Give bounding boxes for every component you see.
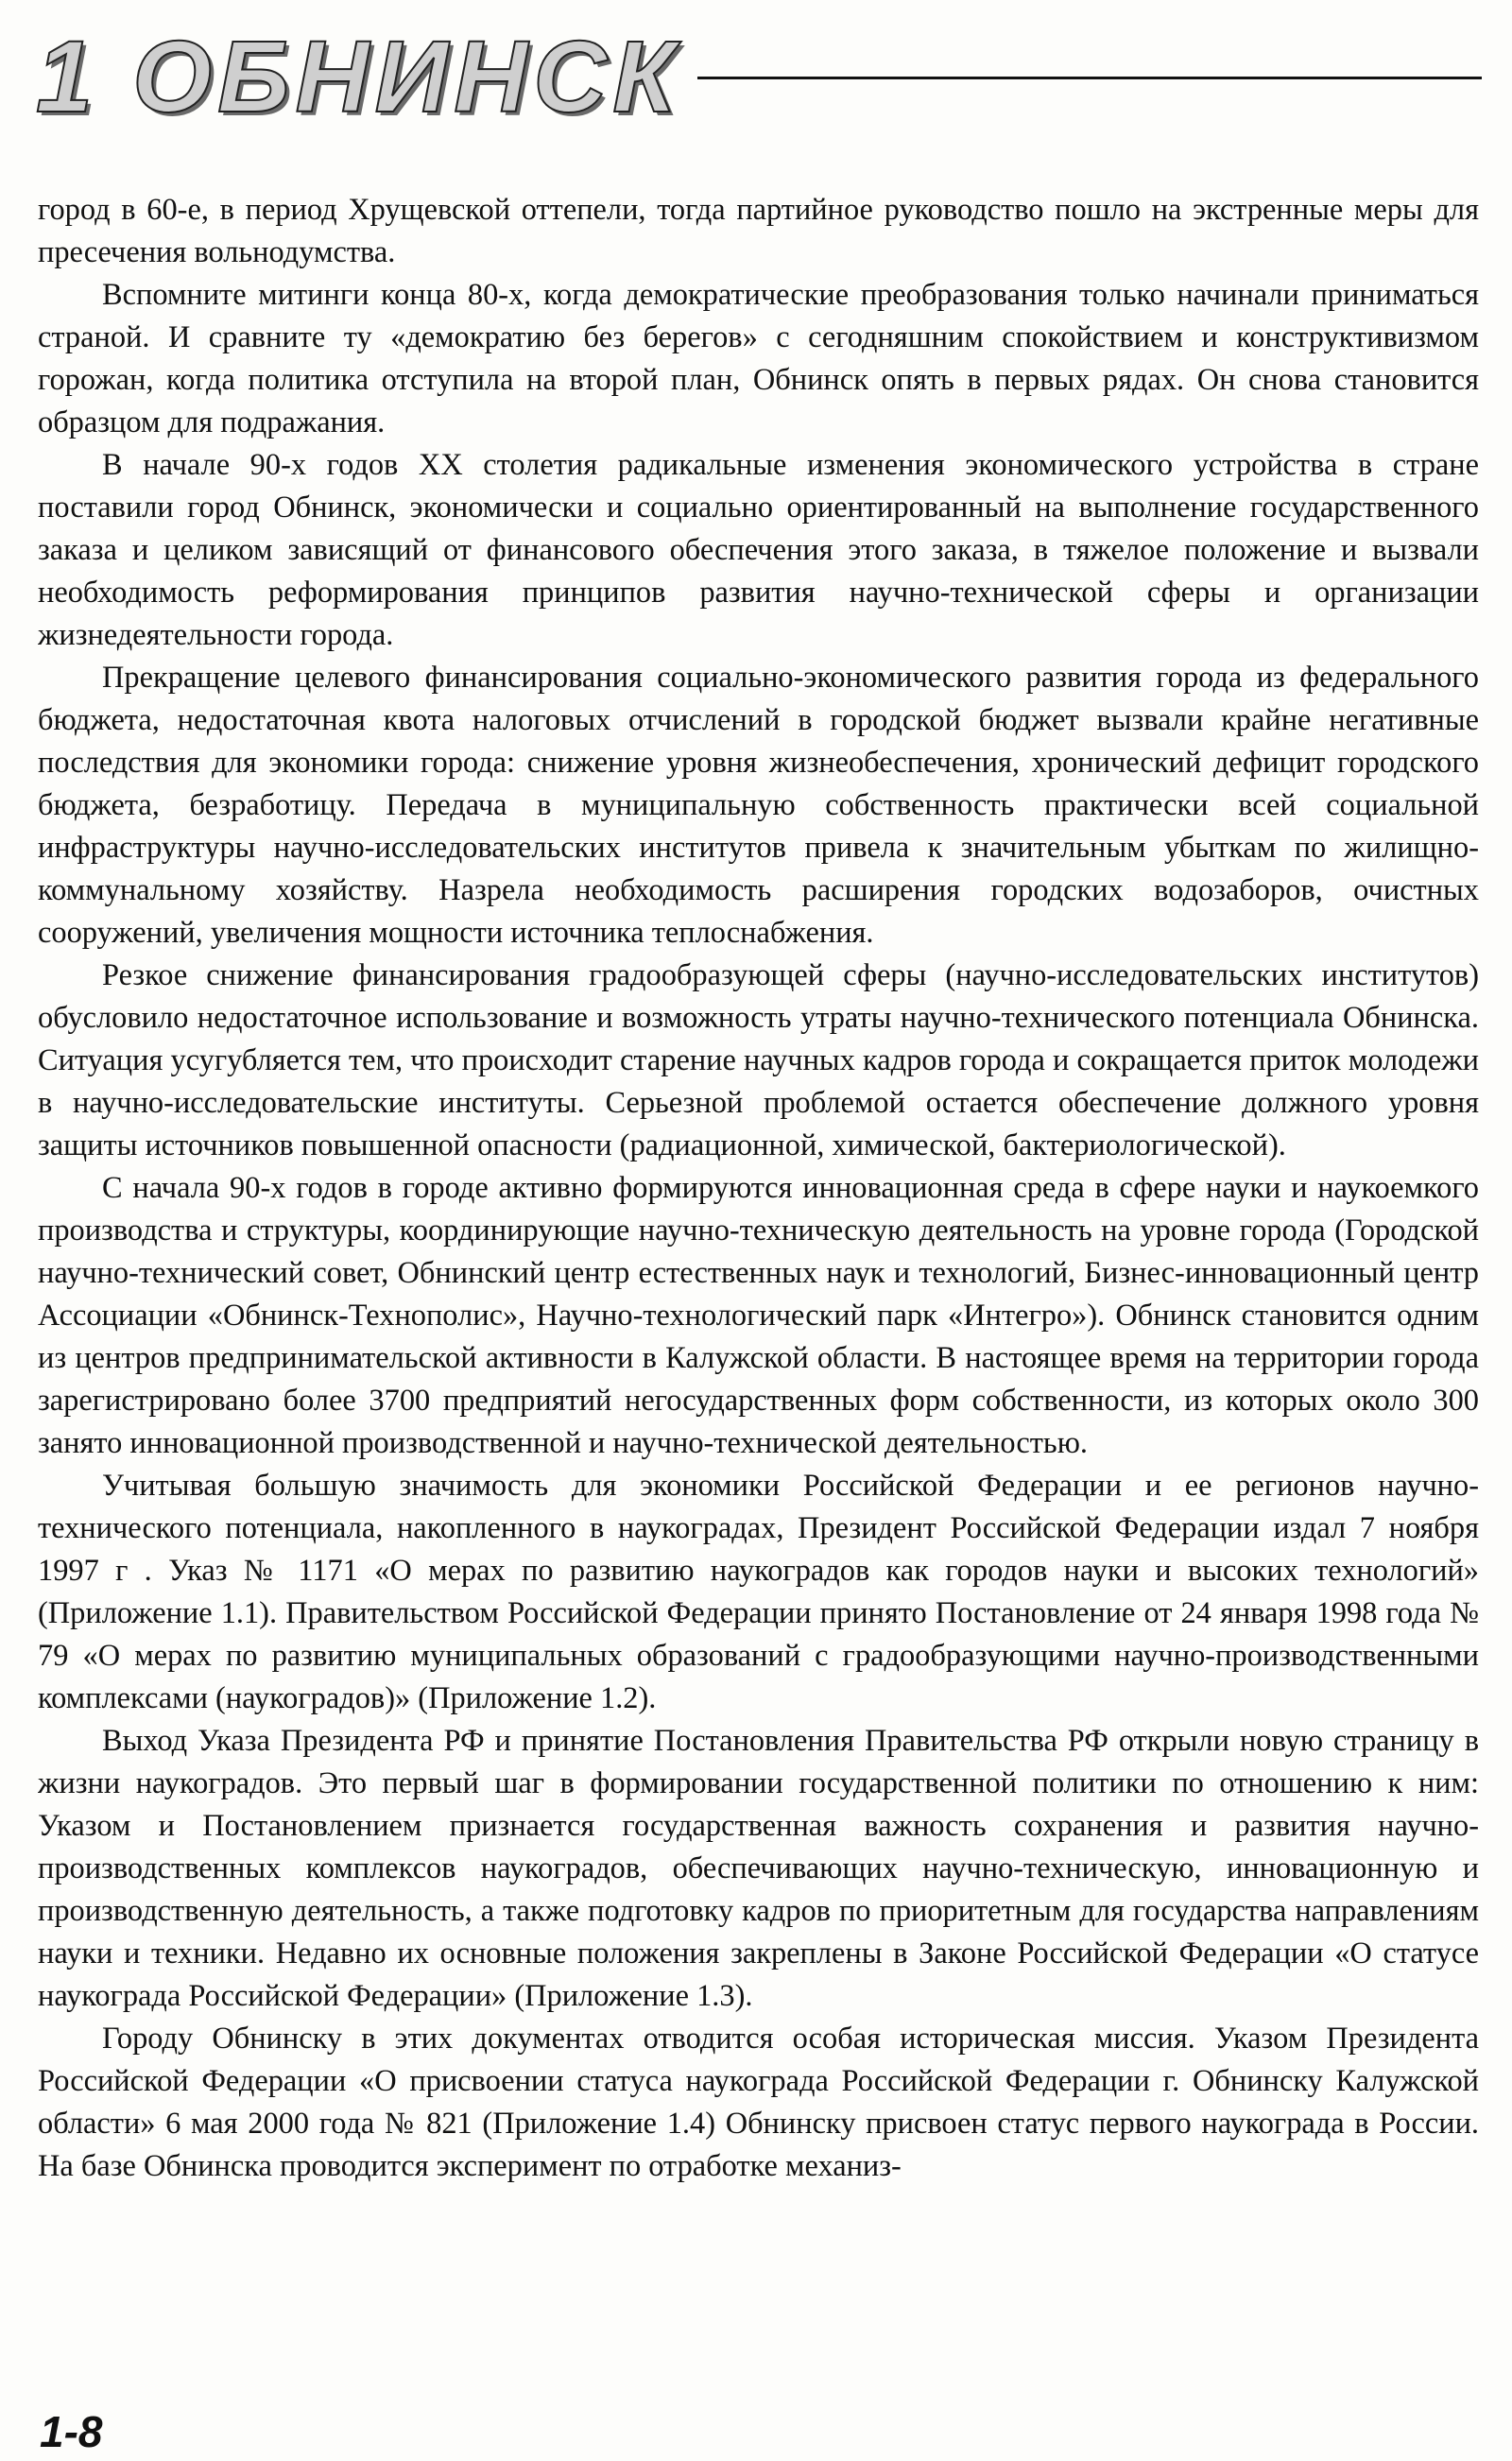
paragraph: С начала 90-х годов в городе активно формируются инновационная среда в сфере науки и наукоемкого производства и структуры, координирующие научно-техническую деятельность на уровне города (Городской научно-технический совет, Обнинский центр естественных наук и технологий, Бизнес-инновационный центр Ассоциации «Обнинск-Технополис», Научно-технологический парк «Интегро»). Обнинск становится одним из центров предпринимательской активности в Калужской области. В настоящее время на территории города зарегистрировано более 3700 предприятий негосударственных форм собственности, из которых около 300 занято инновационной производственной и научно-технической деятельностью. bbox=[38, 1171, 1479, 1460]
header-rule bbox=[697, 77, 1482, 79]
paragraph: Городу Обнинску в этих документах отводится особая историческая миссия. Указом Президента Российской Федерации «О присвоении статуса наукограда Российской Федерации г. Обнинску Калужской области» 6 мая 2000 года № 821 (Приложение 1.4) Обнинску присвоен статус первого наукограда в России. На базе Обнинска проводится эксперимент по отработке механиз- bbox=[38, 2022, 1479, 2183]
paragraph: Выход Указа Президента РФ и принятие Постановления Правительства РФ открыли новую страницу в жизни наукоградов. Это первый шаг в формировании государственной политики по отношению к ним: Указом и Постановлением признается государственная важность сохранения и развития научно-производственных комплексов наукоградов, обеспечивающих научно-техническую, инновационную и производственную деятельность, а также подготовку кадров по приоритетным для государства направлениям науки и техники. Недавно их основные положения закреплены в Законе Российской Федерации «О статусе наукограда Российской Федерации» (Приложение 1.3). bbox=[38, 1724, 1479, 2013]
paragraph: Вспомните митинги конца 80-х, когда демократические преобразования только начинали приниматься страной. И сравните ту «демократию без берегов» с сегодняшним спокойствием и конструктивизмом горожан, когда политика отступила на второй план, Обнинск опять в первых рядах. Он снова становится образцом для подражания. bbox=[38, 278, 1479, 439]
paragraph: Прекращение целевого финансирования социально-экономического развития города из федерального бюджета, недостаточная квота налоговых отчислений в городской бюджет вызвали крайне негативные последствия для экономики города: снижение уровня жизнеобеспечения, хронический дефицит городского бюджета, безработицу. Передача в муниципальную собственность практически всей социальной инфраструктуры научно-исследовательских институтов привела к значительным убыткам по жилищно-коммунальному хозяйству. Назрела необходимость расширения городских водозаборов, очистных сооружений, увеличения мощности источника теплоснабжения. bbox=[38, 661, 1479, 950]
paragraph: город в 60-е, в период Хрущевской оттепели, тогда партийное руководство пошло на экстренные меры для пресечения вольнодумства. bbox=[38, 193, 1479, 269]
paragraph: Резкое снижение финансирования градообразующей сферы (научно-исследовательских институтов) обусловило недостаточное использование и возможность утраты научно-технического потенциала Обнинска. Ситуация усугубляется тем, что происходит старение научных кадров города и сокращается приток молодежи в научно-исследовательские институты. Серьезной проблемой остается обеспечение должного уровня защиты источников повышенной опасности (радиационной, химической, бактериологической). bbox=[38, 958, 1479, 1162]
paragraph: В начале 90-х годов XX столетия радикальные изменения экономического устройства в стране поставили город Обнинск, экономически и социально ориентированный на выполнение государственного заказа и целиком зависящий от финансового обеспечения этого заказа, в тяжелое положение и вызвали необходимость реформирования принципов развития научно-технической сферы и организации жизнедеятельности города. bbox=[38, 448, 1479, 652]
body-text bbox=[38, 189, 1479, 2405]
paragraph: Учитывая большую значимость для экономики Российской Федерации и ее регионов научно-технического потенциала, накопленного в наукоградах, Президент Российской Федерации издал 7 ноября 1997 г . Указ № 1171 «О мерах по развитию наукоградов как городов науки и высоких технологий» (Приложение 1.1). Правительством Российской Федерации принято Постановление от 24 января 1998 года № 79 «О мерах по развитию муниципальных образований с градообразующими научно-производственными комплексами (наукоградов)» (Приложение 1.2). bbox=[38, 1469, 1479, 1715]
chapter-title: 1 ОБНИНСК bbox=[36, 19, 681, 133]
chapter-header bbox=[36, 19, 1482, 133]
page-number: 1-8 bbox=[40, 2407, 103, 2456]
